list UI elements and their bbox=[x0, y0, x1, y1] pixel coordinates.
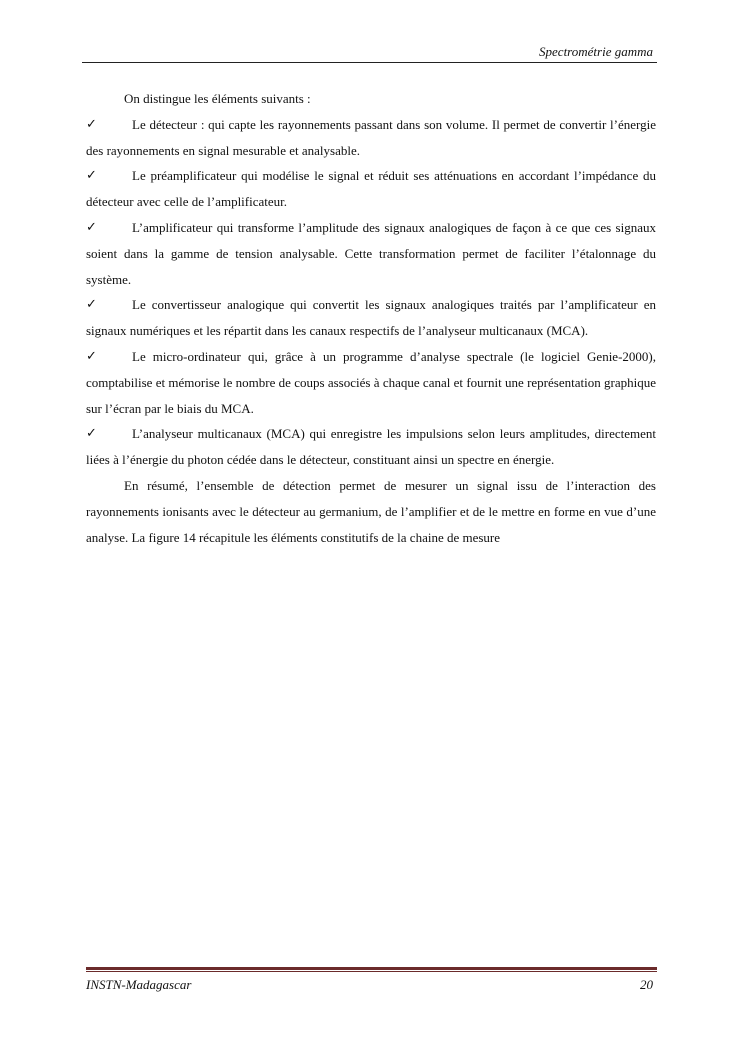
list-item bbox=[86, 163, 656, 215]
footer-rule bbox=[86, 967, 657, 970]
list-item bbox=[86, 344, 656, 421]
intro-paragraph: On distingue les éléments suivants : bbox=[124, 91, 311, 106]
list-item bbox=[86, 112, 656, 164]
list-item-text: Le détecteur : qui capte les rayonnements passant dans son volume. Il permet de convertir l’énergie des rayonnements en signal mesurable et analysable. bbox=[86, 116, 656, 158]
running-header bbox=[82, 42, 657, 63]
list-item bbox=[86, 421, 656, 473]
header-title: Spectrométrie gamma bbox=[539, 44, 653, 59]
list-item-text: Le préamplificateur qui modélise le signal et réduit ses atténuations en accordant l’impédance du détecteur avec celle de l’amplificateur. bbox=[86, 168, 656, 210]
checkmark-icon: ✓ bbox=[86, 168, 97, 184]
checkmark-icon: ✓ bbox=[86, 426, 97, 442]
list-item-text: L’analyseur multicanaux (MCA) qui enregistre les impulsions selon leurs amplitudes, directement liées à l’énergie du photon cédée dans le détecteur, constituant ainsi un spectre en énergie. bbox=[86, 426, 656, 468]
list-item bbox=[86, 292, 656, 344]
checkmark-icon: ✓ bbox=[86, 116, 97, 132]
list-item-text: Le convertisseur analogique qui convertit les signaux analogiques traités par l’amplificateur en signaux numériques et les répartit dans les canaux respectifs de l’analyseur multicanaux (MCA). bbox=[86, 297, 656, 339]
footer-rule-thin bbox=[86, 971, 657, 972]
page-number: 20 bbox=[640, 977, 653, 992]
summary-paragraph: En résumé, l’ensemble de détection permet de mesurer un signal issu de l’interaction des rayonnements ionisants avec le détecteur au germanium, de l’amplifier et de le mettre en forme en vue d’une analyse. La figure 14 récapitule les éléments constitutifs de la chaine de mesure bbox=[86, 477, 656, 545]
list-item bbox=[86, 215, 656, 292]
footer-institution: INSTN-Madagascar bbox=[86, 977, 192, 992]
checkmark-icon: ✓ bbox=[86, 219, 97, 235]
list-item-text: L’amplificateur qui transforme l’amplitude des signaux analogiques de façon à ce que ces signaux soient dans la gamme de tension analysable. Cette transformation permet de faciliter l’étalonnage du système. bbox=[86, 219, 656, 287]
checkmark-icon: ✓ bbox=[86, 348, 97, 364]
list-item-text: Le micro-ordinateur qui, grâce à un programme d’analyse spectrale (le logiciel Genie-2000), comptabilise et mémorise le nombre de coups associés à chaque canal et fournit une représentation graphique sur l’écran par le biais du MCA. bbox=[86, 348, 656, 416]
body-text bbox=[86, 86, 656, 550]
page-footer bbox=[86, 975, 657, 995]
checkmark-icon: ✓ bbox=[86, 297, 97, 313]
